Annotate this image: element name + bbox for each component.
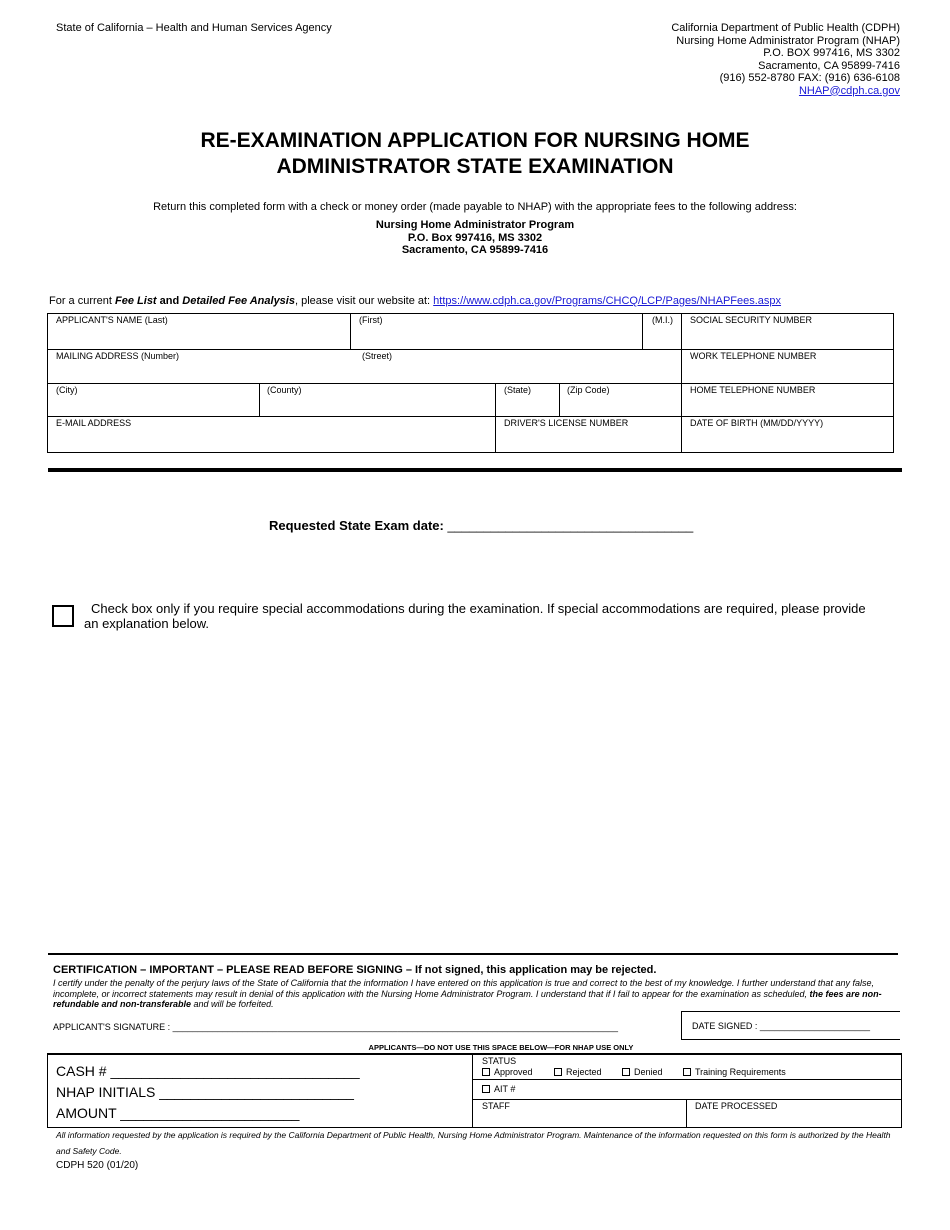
date-processed-field[interactable]: DATE PROCESSED xyxy=(695,1101,778,1111)
fee-list-text: Fee List xyxy=(115,295,157,307)
section-divider xyxy=(48,953,898,955)
grid-line xyxy=(681,313,682,453)
ssn-field[interactable]: SOCIAL SECURITY NUMBER xyxy=(690,315,813,325)
grid-line xyxy=(47,416,894,417)
exam-date-row xyxy=(269,518,693,533)
email-link[interactable]: NHAP@cdph.ca.gov xyxy=(798,84,900,97)
grid-line xyxy=(686,1099,687,1128)
approved-checkbox[interactable] xyxy=(482,1068,490,1076)
fee-analysis-text: Detailed Fee Analysis xyxy=(182,295,295,307)
address-line: Sacramento, CA 95899-7416 xyxy=(401,244,549,256)
grid-line xyxy=(259,383,260,416)
drivers-license-field[interactable]: DRIVER'S LICENSE NUMBER xyxy=(504,418,629,428)
accommodation-checkbox[interactable] xyxy=(52,605,74,627)
accommodation-text: Check box only if you require special accommodations during the examination. If special accommodations are required, please provide an explanation below. xyxy=(84,601,866,631)
grid-line xyxy=(472,1079,902,1080)
ait-label: AIT # xyxy=(494,1084,516,1094)
certification-heading: CERTIFICATION – IMPORTANT – PLEASE READ BEFORE SIGNING – If not signed, this application may be rejected. xyxy=(53,964,657,976)
status-label: STATUS xyxy=(482,1056,517,1066)
grid-line xyxy=(47,349,894,350)
nhap-initials-field[interactable]: NHAP INITIALS _________________________ xyxy=(56,1084,354,1100)
date-signed-field[interactable]: DATE SIGNED : ______________________ xyxy=(692,1021,870,1031)
training-checkbox[interactable] xyxy=(683,1068,691,1076)
cert-tail-text: and will be forfeited. xyxy=(191,999,274,1010)
certification-body xyxy=(53,978,888,1010)
mailing-number-field[interactable]: MAILING ADDRESS (Number) xyxy=(56,351,180,361)
middle-initial-field[interactable]: (M.I.) xyxy=(652,315,673,325)
cert-bold-text: the fees are non-refundable and non-transferable xyxy=(53,988,882,1010)
rejected-checkbox[interactable] xyxy=(554,1068,562,1076)
grid-line xyxy=(495,383,496,453)
ait-row[interactable] xyxy=(482,1084,515,1094)
section-divider xyxy=(48,468,902,472)
page-title xyxy=(0,128,950,180)
return-instructions: Return this completed form with a check or money order (made payable to NHAP) with the appropriate fees to the following address: xyxy=(153,201,797,213)
work-phone-field[interactable]: WORK TELEPHONE NUMBER xyxy=(690,351,817,361)
county-field[interactable]: (County) xyxy=(267,385,302,395)
state-field[interactable]: (State) xyxy=(504,385,532,395)
status-denied[interactable] xyxy=(622,1067,663,1077)
grid-line xyxy=(559,383,560,416)
staff-field[interactable]: STAFF xyxy=(482,1101,510,1111)
status-approved[interactable] xyxy=(482,1067,533,1077)
approved-label: Approved xyxy=(494,1067,533,1077)
mailing-address-block xyxy=(0,219,950,257)
address-line: P.O. Box 997416, MS 3302 xyxy=(407,231,543,244)
fee-suffix: , please visit our website at: xyxy=(294,295,434,307)
fee-prefix: For a current xyxy=(49,295,116,307)
grid-line xyxy=(47,383,894,384)
dept-line: (916) 552-8780 FAX: (916) 636-6108 xyxy=(719,72,900,84)
exam-date-input[interactable]: __________________________________ xyxy=(447,518,694,533)
grid-line xyxy=(350,313,351,349)
email-field[interactable]: E-MAIL ADDRESS xyxy=(56,418,132,428)
form-id: CDPH 520 (01/20) xyxy=(56,1160,139,1171)
grid-line xyxy=(642,313,643,349)
title-line: RE-EXAMINATION APPLICATION FOR NURSING HOME xyxy=(200,129,750,152)
grid-line xyxy=(472,1054,473,1128)
first-name-field[interactable]: (First) xyxy=(359,315,383,325)
status-rejected[interactable] xyxy=(554,1067,602,1077)
title-line: ADMINISTRATOR STATE EXAMINATION xyxy=(276,155,674,178)
agency-name: State of California – Health and Human Services Agency xyxy=(56,22,332,34)
street-field[interactable]: (Street) xyxy=(362,351,393,361)
dept-line: P.O. BOX 997416, MS 3302 xyxy=(763,47,900,59)
fee-info xyxy=(49,295,781,307)
last-name-field[interactable]: APPLICANT'S NAME (Last) xyxy=(56,315,168,325)
status-training[interactable] xyxy=(683,1067,786,1077)
denied-label: Denied xyxy=(634,1067,663,1077)
office-use-header: APPLICANTS—DO NOT USE THIS SPACE BELOW—FOR NHAP USE ONLY xyxy=(368,1043,634,1052)
dept-line: Sacramento, CA 95899-7416 xyxy=(758,59,900,72)
ait-checkbox[interactable] xyxy=(482,1085,490,1093)
grid-line xyxy=(472,1099,902,1100)
training-label: Training Requirements xyxy=(695,1067,786,1077)
applicant-signature-line[interactable]: APPLICANT'S SIGNATURE : _________________________________________________________________________________________ xyxy=(53,1022,619,1032)
dept-line: California Department of Public Health (CDPH) xyxy=(671,22,900,34)
exam-date-label: Requested State Exam date: xyxy=(269,518,448,533)
fee-url-link[interactable]: https://www.cdph.ca.gov/Programs/CHCQ/LCP/Pages/NHAPFees.aspx xyxy=(433,295,782,307)
home-phone-field[interactable]: HOME TELEPHONE NUMBER xyxy=(690,385,816,395)
authority-note: All information requested by the application is required by the California Department of Public Health, Nursing Home Administrator Program. Maintenance of the information requested on this form is authorized by the Health and Safety Code. xyxy=(56,1130,891,1156)
dept-contact-block xyxy=(671,22,900,97)
city-field[interactable]: (City) xyxy=(56,385,78,395)
denied-checkbox[interactable] xyxy=(622,1068,630,1076)
rejected-label: Rejected xyxy=(566,1067,602,1077)
address-line: Nursing Home Administrator Program xyxy=(375,219,575,231)
fee-and: and xyxy=(156,295,183,307)
dept-line: Nursing Home Administrator Program (NHAP) xyxy=(676,34,900,47)
amount-field[interactable]: AMOUNT _______________________ xyxy=(56,1105,300,1121)
cert-text: I certify under the penalty of the perjury laws of the State of California that the information I have entered on this application is true and correct to the best of my knowledge. I further understand that any false, incomplete, or incorrect statements may result in denial of this application with the Nursing Home Administrator Program. I understand that if I fail to appear for the examination as scheduled, xyxy=(53,978,874,999)
cash-number-field[interactable]: CASH # ________________________________ xyxy=(56,1063,360,1079)
date-of-birth-field[interactable]: DATE OF BIRTH (MM/DD/YYYY) xyxy=(690,418,824,428)
zip-field[interactable]: (Zip Code) xyxy=(567,385,610,395)
